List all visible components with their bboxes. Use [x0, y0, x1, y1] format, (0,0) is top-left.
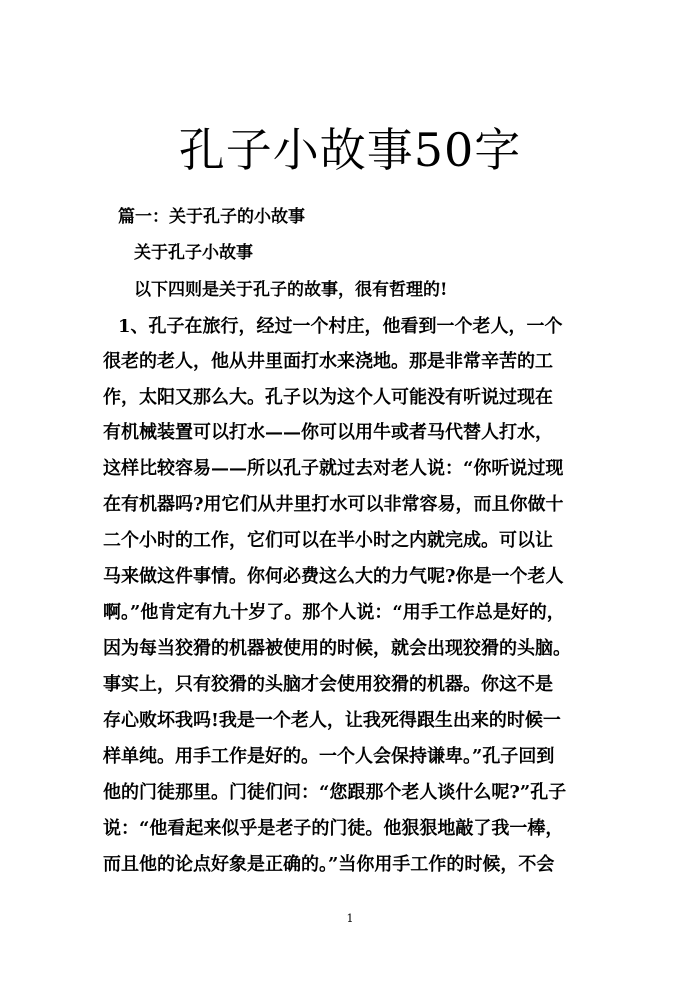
story-line-2: 很老的老人，他从井里面打水来浇地。那是非常辛苦的工	[103, 351, 553, 372]
story-line-1: 1、孔子在旅行，经过一个村庄，他看到一个老人，一个	[118, 316, 563, 337]
page-number: 1	[346, 912, 354, 925]
story-line-5: 这样比较容易——所以孔子就过去对老人说：“你听说过现	[103, 458, 564, 479]
story-line-14: 他的门徒那里。门徒们问：“您跟那个老人谈什么呢?”孔子	[103, 782, 567, 803]
story-line-10: 因为每当狡猾的机器被使用的时候，就会出现狡猾的头脑。	[103, 638, 571, 659]
story-line-15: 说：“他看起来似乎是老子的门徒。他狠狠地敲了我一棒，	[103, 818, 564, 839]
story-line-7: 二个小时的工作，它们可以在半小时之内就完成。可以让	[103, 530, 553, 551]
sub-heading: 关于孔子小故事	[134, 243, 253, 263]
intro-line: 以下四则是关于孔子的故事，很有哲理的!	[134, 280, 448, 300]
story-line-9: 啊。”他肯定有九十岁了。那个人说：“用手工作总是好的，	[103, 602, 565, 623]
story-line-12: 存心败坏我吗!我是一个老人，让我死得跟生出来的时候一	[103, 710, 561, 731]
story-line-8: 马来做这件事情。你何必费这么大的力气呢?你是一个老人	[103, 566, 564, 587]
story-line-13: 样单纯。用手工作是好的。一个人会保持谦卑。”孔子回到	[103, 746, 555, 767]
document-title: 孔子小故事50字	[178, 123, 522, 177]
story-line-16: 而且他的论点好象是正确的。”当你用手工作的时候，不会	[103, 854, 555, 875]
story-line-4: 有机械装置可以打水——你可以用牛或者马代替人打水，	[103, 422, 553, 443]
story-line-3: 作，太阳又那么大。孔子以为这个人可能没有听说过现在	[103, 387, 553, 408]
chapter-heading: 篇一：关于孔子的小故事	[118, 207, 305, 227]
story-line-6: 在有机器吗?用它们从井里打水可以非常容易，而且你做十	[103, 494, 564, 515]
story-line-11: 事实上，只有狡猾的头脑才会使用狡猾的机器。你这不是	[103, 674, 553, 695]
